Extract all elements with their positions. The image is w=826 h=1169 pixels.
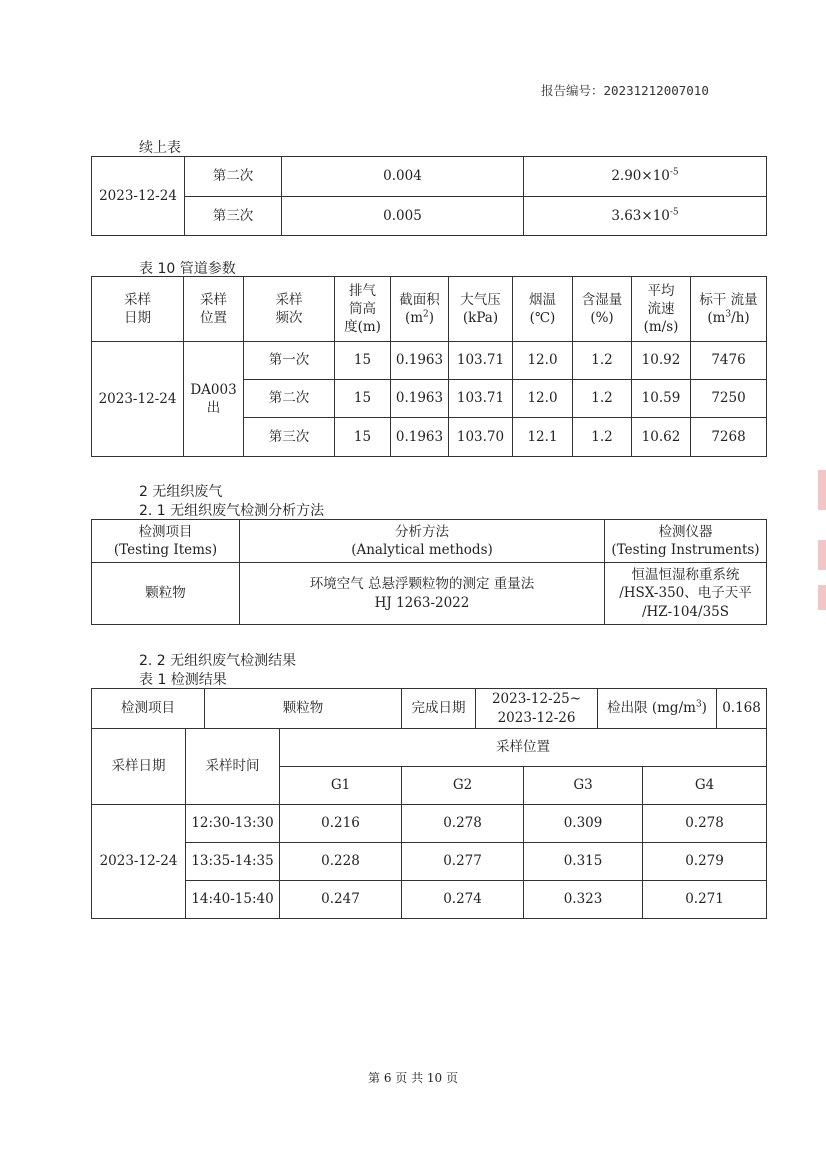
analytical-method: 环境空气 总悬浮颗粒物的测定 重量法 HJ 1263-2022	[240, 563, 605, 625]
continued-table	[91, 156, 767, 236]
header-location: 采样 位置	[184, 277, 244, 342]
results-table	[91, 688, 767, 919]
table-cell: 1.2	[573, 418, 632, 457]
continued-table-title: 续上表	[139, 140, 181, 156]
table10-title: 表 10 管道参数	[139, 261, 236, 277]
run-label: 第二次	[185, 157, 282, 197]
pipe-parameters-table	[91, 276, 767, 457]
page-footer: 第 6 页 共 10 页	[368, 1071, 458, 1085]
result-value: 0.309	[524, 805, 643, 843]
point-label: G1	[280, 767, 402, 805]
header-frequency: 采样 频次	[244, 277, 335, 342]
header-testing-items: 检测项目 (Testing Items)	[92, 520, 240, 563]
item-value: 颗粒物	[205, 689, 402, 729]
header-temperature: 烟温 (℃)	[513, 277, 573, 342]
sampling-time: 12:30-13:30	[186, 805, 280, 843]
table-cell: 12.0	[513, 380, 573, 418]
header-analytical-methods: 分析方法 (Analytical methods)	[240, 520, 605, 563]
report-number: 报告编号：20231212007010	[541, 83, 709, 98]
results-date: 2023-12-24	[92, 805, 186, 919]
result-value: 0.228	[280, 843, 402, 881]
header-height: 排气 筒高 度(m)	[335, 277, 391, 342]
table-cell: 1.2	[573, 380, 632, 418]
point-label: G2	[402, 767, 524, 805]
item-label: 检测项目	[92, 689, 205, 729]
testing-instrument: 恒温恒湿称重系统 /HSX-350、电子天平 /HZ-104/35S	[605, 563, 767, 625]
table-cell: 10.59	[632, 380, 691, 418]
table-cell: 0.1963	[391, 418, 449, 457]
result-value: 0.271	[643, 881, 767, 919]
subsection-results-title: 2. 2 无组织废气检测结果	[139, 653, 297, 669]
analysis-methods-table	[91, 519, 767, 625]
table-cell: 12.0	[513, 342, 573, 380]
seal-fragment	[818, 470, 826, 510]
testing-item: 颗粒物	[92, 563, 240, 625]
result-value: 0.278	[402, 805, 524, 843]
header-testing-instruments: 检测仪器 (Testing Instruments)	[605, 520, 767, 563]
sampling-location: DA003 出	[184, 342, 244, 457]
run-label: 第三次	[185, 197, 282, 236]
result-value: 0.323	[524, 881, 643, 919]
table-cell: 0.1963	[391, 342, 449, 380]
table-cell: 12.1	[513, 418, 573, 457]
result-value: 0.216	[280, 805, 402, 843]
value-cell: 0.005	[282, 197, 524, 236]
subsection-methods-title: 2. 1 无组织废气检测分析方法	[139, 503, 325, 519]
table-cell: 7268	[691, 418, 767, 457]
rate-cell: $2.90\times 10^{-5}$	[524, 157, 767, 197]
result-value: 0.279	[643, 843, 767, 881]
table-cell: 103.70	[449, 418, 513, 457]
result-value: 0.247	[280, 881, 402, 919]
sampling-time-label: 采样时间	[186, 729, 280, 805]
header-date: 采样 日期	[92, 277, 184, 342]
table-cell: 15	[335, 380, 391, 418]
header-flow: 标干 流量 $(m^3/h)$	[691, 277, 767, 342]
sampling-time: 13:35-14:35	[186, 843, 280, 881]
header-area: 截面积 $(m^2)$	[391, 277, 449, 342]
table-cell: 第一次	[244, 342, 335, 380]
table-cell: 7250	[691, 380, 767, 418]
result-value: 0.277	[402, 843, 524, 881]
continued-date: 2023-12-24	[92, 157, 185, 236]
table-cell: 103.71	[449, 380, 513, 418]
table-cell: 第二次	[244, 380, 335, 418]
seal-fragment	[818, 540, 826, 570]
done-date-label: 完成日期	[402, 689, 476, 729]
detection-limit-label: 检出限 $(mg/m^3)$	[598, 689, 717, 729]
result-value: 0.274	[402, 881, 524, 919]
section-title: 2 无组织废气	[139, 484, 223, 500]
table-cell: 0.1963	[391, 380, 449, 418]
detection-limit-value: 0.168	[717, 689, 767, 729]
rate-cell: $3.63\times 10^{-5}$	[524, 197, 767, 236]
header-pressure: 大气压 (kPa)	[449, 277, 513, 342]
header-moisture: 含湿量 (%)	[573, 277, 632, 342]
value-cell: 0.004	[282, 157, 524, 197]
table-cell: 7476	[691, 342, 767, 380]
table-cell: 10.62	[632, 418, 691, 457]
sampling-date-label: 采样日期	[92, 729, 186, 805]
table-cell: 15	[335, 342, 391, 380]
table-cell: 第三次	[244, 418, 335, 457]
header-velocity: 平均 流速 (m/s)	[632, 277, 691, 342]
sampling-location-label: 采样位置	[280, 729, 767, 767]
sampling-time: 14:40-15:40	[186, 881, 280, 919]
result-value: 0.315	[524, 843, 643, 881]
result-value: 0.278	[643, 805, 767, 843]
results-table-title: 表 1 检测结果	[139, 672, 227, 688]
sampling-date: 2023-12-24	[92, 342, 184, 457]
done-date-value: 2023-12-25~ 2023-12-26	[476, 689, 598, 729]
table-cell: 1.2	[573, 342, 632, 380]
point-label: G3	[524, 767, 643, 805]
table-cell: 103.71	[449, 342, 513, 380]
table-cell: 10.92	[632, 342, 691, 380]
point-label: G4	[643, 767, 767, 805]
seal-fragment	[818, 585, 826, 610]
table-cell: 15	[335, 418, 391, 457]
